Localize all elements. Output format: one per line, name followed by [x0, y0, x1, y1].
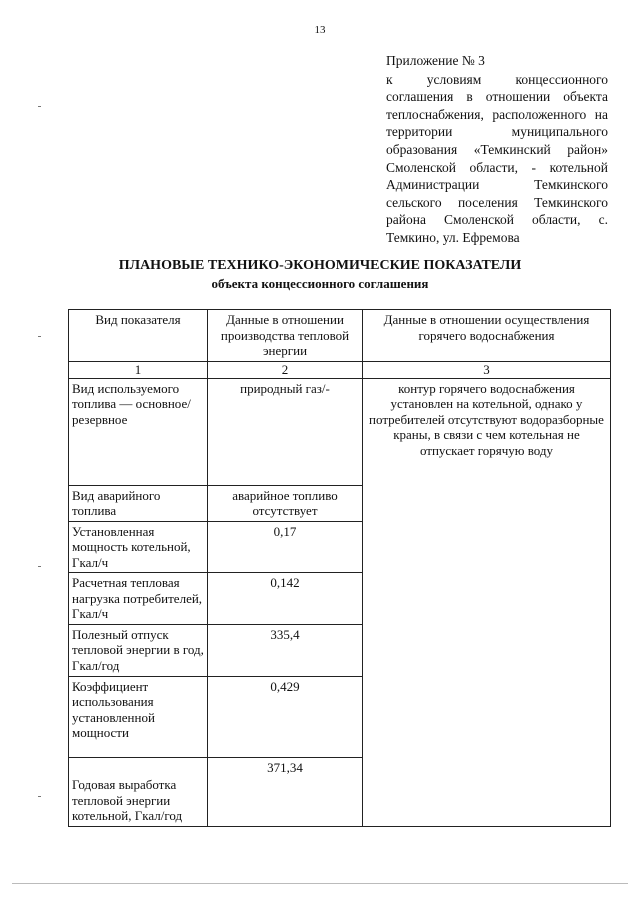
appendix-body: к условиям концессионного соглашения в отношении объекта теплоснабжения, расположенного на территории муниципального образования «Темкинский район» Смоленской области, - котельной Администрации Темкинского сельского поселения Темкинского района Смоленской области, с. Темкино, ул. Ефремова [386, 71, 608, 245]
row-label-annual-generation: Годовая выработка тепловой энергии котельной, Гкал/год [69, 757, 208, 826]
row-label-installed-capacity: Установленная мощность котельной, Гкал/ч [69, 521, 208, 573]
row-value-fuel-type: природный газ/- [208, 378, 363, 485]
row-label-utilization-factor: Коэффициент использования установленной мощности [69, 676, 208, 757]
row-value-emergency-fuel: аварийное топливо отсутствует [208, 485, 363, 521]
page-number: 13 [314, 24, 326, 36]
document-title: ПЛАНОВЫЕ ТЕХНИКО-ЭКОНОМИЧЕСКИЕ ПОКАЗАТЕЛИ [118, 258, 522, 273]
row-label-heat-load: Расчетная тепловая нагрузка потребителей, Гкал/ч [69, 573, 208, 625]
document-subtitle: объекта концессионного соглашения [211, 276, 429, 291]
margin-mark [38, 106, 41, 107]
page-bottom-rule [12, 883, 628, 884]
table-header-row [69, 310, 611, 362]
margin-mark [38, 566, 41, 567]
row-label-fuel-type: Вид используемого топлива — основное/резервное [69, 378, 208, 485]
hot-water-note: контур горячего водоснабжения установлен на котельной, однако у потребителей отсутствуют водоразборные краны, в связи с чем котельная не отпускает горячую воду [363, 378, 611, 826]
margin-mark [38, 336, 41, 337]
row-value-installed-capacity: 0,17 [208, 521, 363, 573]
indicators-table [68, 309, 611, 827]
appendix-block [386, 52, 608, 247]
row-label-useful-supply: Полезный отпуск тепловой энергии в год, Гкал/год [69, 624, 208, 676]
row-value-useful-supply: 335,4 [208, 624, 363, 676]
header-indicator-type: Вид показателя [69, 310, 208, 362]
column-number-2: 2 [208, 361, 363, 378]
header-heat-production: Данные в отношении производства тепловой энергии [208, 310, 363, 362]
row-value-annual-generation: 371,34 [208, 757, 363, 826]
row-value-heat-load: 0,142 [208, 573, 363, 625]
header-hot-water: Данные в отношении осуществления горячего водоснабжения [363, 310, 611, 362]
row-value-utilization-factor: 0,429 [208, 676, 363, 757]
column-number-1: 1 [69, 361, 208, 378]
column-number-3: 3 [363, 361, 611, 378]
appendix-heading: Приложение № 3 [386, 53, 485, 68]
row-label-emergency-fuel: Вид аварийного топлива [69, 485, 208, 521]
table-number-row [69, 361, 611, 378]
margin-mark [38, 796, 41, 797]
table-row [69, 378, 611, 485]
